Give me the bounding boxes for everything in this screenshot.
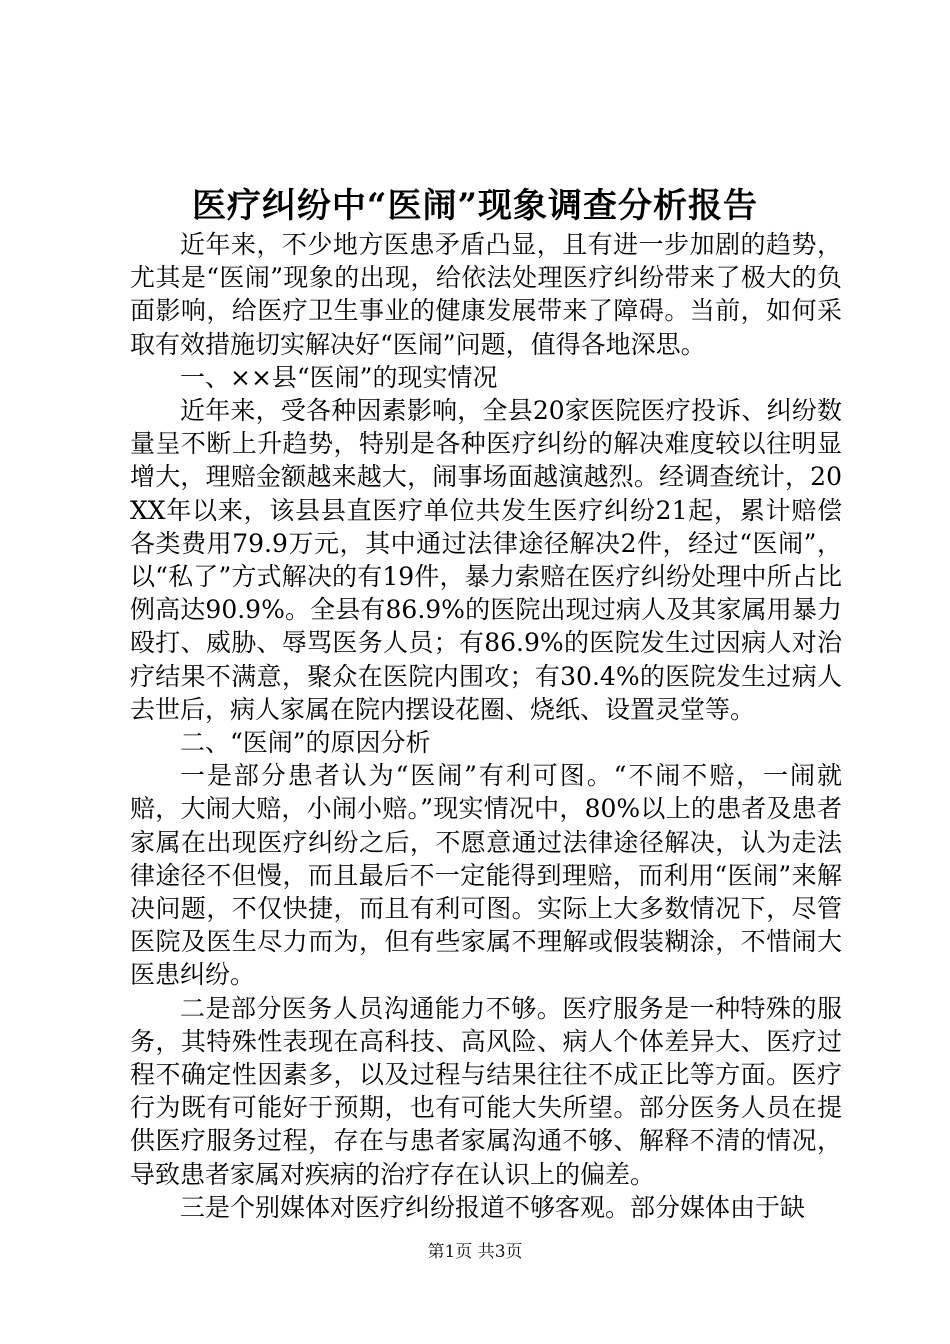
section-1-paragraph: 近年来，受各种因素影响，全县20家医院医疗投诉、纠纷数量呈不断上升趋势，特别是各种医疗纠纷的解决难度较以往明显增大，理赔金额越来越大，闹事场面越演越烈。经调查统计，20XX年以来，该县县直医疗单位共发生医疗纠纷21起，累计赔偿各类费用79.9万元，其中通过法律途径解决2件，经过“医闹”，以“私了”方式解决的有19件，暴力索赔在医疗纠纷处理中所占比例高达90.9%。全县有86.9%的医院出现过病人及其家属用暴力殴打、威胁、辱骂医务人员；有86.9%的医院发生过因病人对治疗结果不满意，聚众在医院内围攻；有30.4%的医院发生过病人去世后，病人家属在院内摆设花圈、烧纸、设置灵堂等。 [130, 396, 842, 724]
cause-paragraph-3: 三是个别媒体对医疗纠纷报道不够客观。部分媒体由于缺 [180, 1192, 806, 1222]
intro-paragraph: 近年来，不少地方医患矛盾凸显，且有进一步加剧的趋势，尤其是“医闹”现象的出现，给依法处理医疗纠纷带来了极大的负面影响，给医疗卫生事业的健康发展带来了障碍。当前，如何采取有效措施切实解决好“医闹”问题，值得各地深思。 [130, 230, 842, 359]
document-body [130, 228, 842, 1224]
section-heading-2: 二、“医闹”的原因分析 [180, 728, 431, 758]
document-title: 医疗纠纷中“医闹”现象调查分析报告 [191, 186, 759, 226]
page-number-footer: 第1页 共3页 [427, 1242, 523, 1262]
cause-paragraph-1: 一是部分患者认为“医闹”有利可图。“不闹不赔，一闹就赔，大闹大赔，小闹小赔。”现实情况中，80%以上的患者及患者家属在出现医疗纠纷之后，不愿意通过法律途径解决，认为走法律途径不但慢，而且最后不一定能得到理赔，而利用“医闹”来解决问题，不仅快捷，而且有利可图。实际上大多数情况下，尽管医院及医生尽力而为，但有些家属不理解或假装糊涂，不惜闹大医患纠纷。 [130, 761, 842, 990]
section-heading-1: 一、××县“医闹”的现实情况 [180, 362, 498, 392]
cause-paragraph-2: 二是部分医务人员沟通能力不够。医疗服务是一种特殊的服务，其特殊性表现在高科技、高风险、病人个体差异大、医疗过程不确定性因素多，以及过程与结果往往不成正比等方面。医疗行为既有可能好于预期，也有可能大失所望。部分医务人员在提供医疗服务过程，存在与患者家属沟通不够、解释不清的情况，导致患者家属对疾病的治疗存在认识上的偏差。 [130, 993, 842, 1189]
